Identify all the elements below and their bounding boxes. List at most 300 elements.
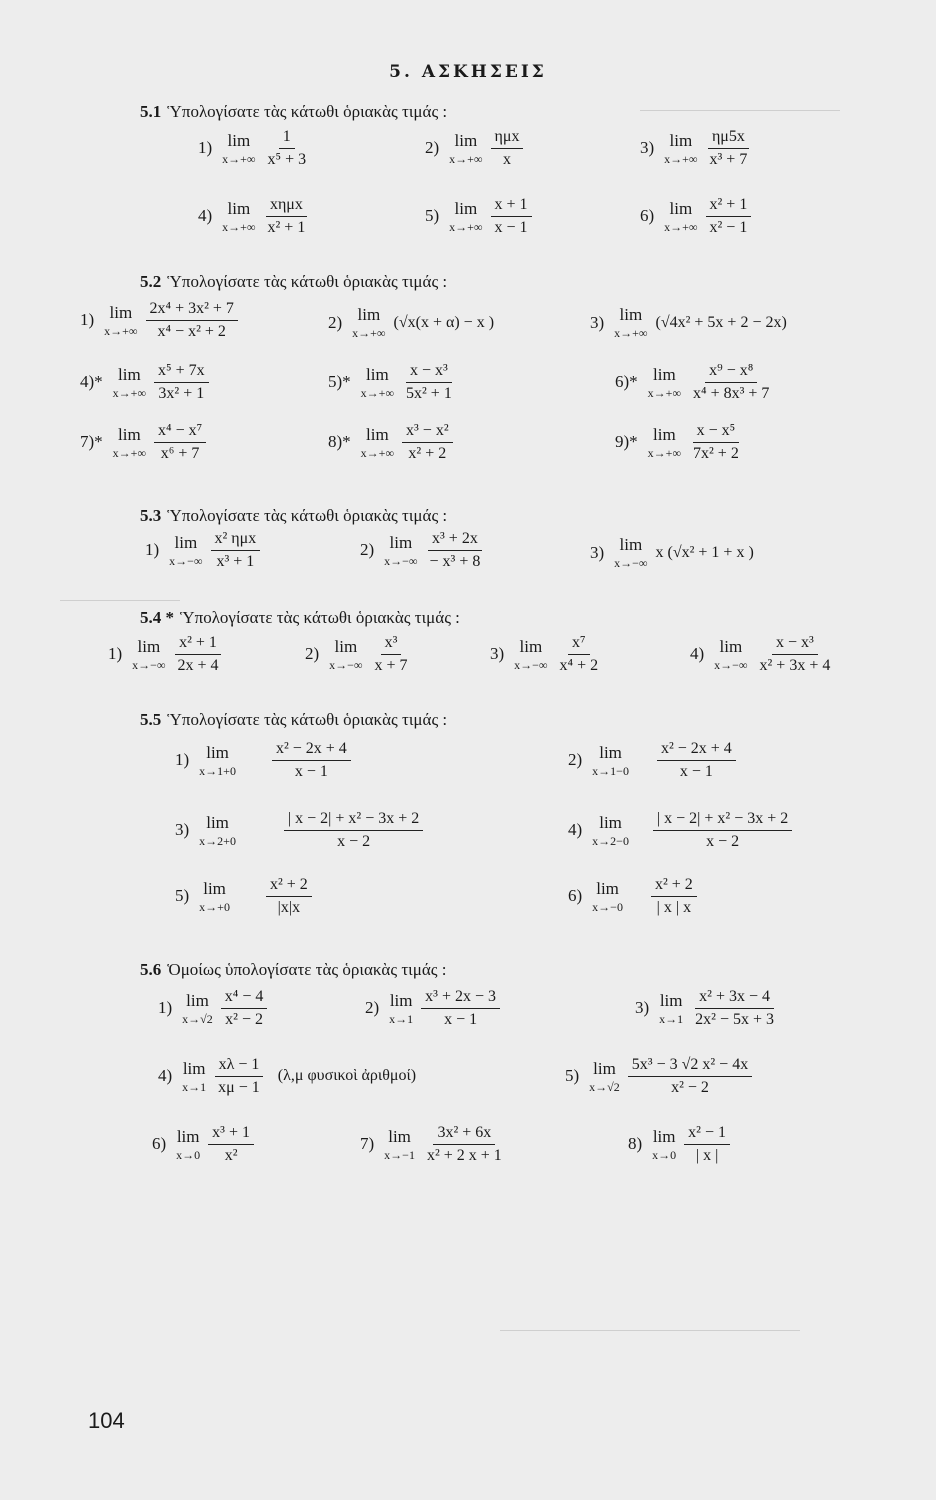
- denominator: 3x² + 1: [158, 384, 205, 402]
- exercise-number: 3): [640, 138, 655, 158]
- limit-operator: [182, 992, 213, 1025]
- limit-subscript: x→+∞: [222, 151, 256, 166]
- lim-word: lim: [669, 130, 693, 150]
- exercise-number: 7): [360, 1134, 375, 1154]
- limit-subscript: x→+∞: [112, 385, 146, 400]
- exercise-number: 2): [328, 312, 343, 332]
- exercise-number: 5): [425, 206, 440, 226]
- limit-operator: [614, 306, 647, 339]
- exercise-number: 2): [360, 540, 375, 560]
- limit-operator: [199, 814, 236, 847]
- limit-subscript: x→1: [659, 1011, 684, 1026]
- lim-word: lim: [599, 742, 622, 762]
- exercise-number: 3): [635, 998, 650, 1018]
- limit-operator: [329, 638, 362, 671]
- fraction: [689, 362, 773, 402]
- numerator: x³ + 2x − 3: [421, 988, 500, 1009]
- exercise-number: 3): [175, 820, 190, 840]
- bleed-line: [60, 600, 180, 601]
- limit-subscript: x→2+0: [199, 833, 236, 848]
- limit-subscript: x→0: [652, 1147, 677, 1162]
- numerator: xλ − 1: [215, 1056, 264, 1077]
- exercise-number: 4): [690, 644, 705, 664]
- limit-subscript: x→1: [389, 1011, 414, 1026]
- limit-operator: [389, 992, 413, 1025]
- section-instruction: Ὑπολογίσατε τὰς κάτωθι ὁριακὰς τιμάς :: [167, 102, 448, 121]
- exercise-number: 5): [175, 886, 190, 906]
- exercise: [640, 196, 751, 236]
- numerator: x⁵ + 7x: [154, 362, 209, 383]
- numerator: x² + 1: [175, 634, 221, 655]
- limit-subscript: x→−∞: [614, 556, 648, 570]
- exercise: [328, 362, 456, 402]
- limit-operator: [449, 132, 482, 165]
- numerator: | x − 2| + x² − 3x + 2: [284, 810, 423, 831]
- lim-word: lim: [334, 636, 358, 656]
- exercise: [365, 988, 500, 1028]
- lim-word: lim: [227, 130, 251, 150]
- numerator: x − x³: [406, 362, 452, 383]
- exercise: [145, 530, 260, 570]
- exercise: [80, 300, 238, 340]
- expression: x (√x² + 1 + x ): [655, 543, 754, 561]
- denominator: x: [502, 150, 511, 168]
- numerator: 5x³ − 3 √2 x² − 4x: [628, 1056, 752, 1077]
- limit-subscript: x→+∞: [360, 445, 394, 460]
- section-number: 5.6: [140, 960, 162, 979]
- limit-subscript: x→+∞: [664, 151, 698, 166]
- exercise: [590, 306, 787, 339]
- exercise: [175, 810, 423, 850]
- fraction: [214, 1056, 264, 1096]
- exercise-number: 4): [198, 206, 213, 226]
- limit-operator: [104, 304, 137, 337]
- limit-subscript: x→−∞: [384, 553, 418, 568]
- exercise: [198, 128, 310, 168]
- expression: (√x(x + α) − x ): [393, 313, 495, 331]
- numerator: x³: [381, 634, 402, 655]
- limit-operator: [648, 426, 681, 459]
- denominator: | x |: [695, 1146, 719, 1164]
- lim-word: lim: [366, 364, 389, 384]
- limit-operator: [664, 132, 697, 165]
- fraction: [208, 1124, 254, 1164]
- lim-word: lim: [389, 532, 413, 552]
- numerator: x⁴ − 4: [221, 988, 268, 1009]
- exercise-number: 6)*: [615, 372, 638, 392]
- limit-operator: [222, 132, 255, 165]
- exercise: [108, 634, 223, 674]
- limit-subscript: x→−∞: [169, 553, 203, 568]
- lim-word: lim: [366, 424, 389, 444]
- limit-subscript: x→1: [182, 1079, 207, 1094]
- denominator: x − 1: [494, 218, 528, 236]
- denominator: x² + 2: [408, 444, 447, 462]
- exercise: [635, 988, 778, 1028]
- limit-operator: [648, 366, 681, 399]
- lim-word: lim: [719, 636, 743, 656]
- numerator: ημx: [491, 128, 524, 149]
- lim-word: lim: [118, 364, 141, 384]
- section-number: 5.3: [140, 506, 162, 525]
- section-instruction: Ὑπολογίσατε τὰς κάτωθι ὁριακὰς τιμάς :: [167, 272, 448, 291]
- lim-word: lim: [454, 198, 478, 218]
- limit-operator: [589, 1060, 620, 1093]
- exercise: [175, 740, 351, 780]
- limit-subscript: x→−∞: [514, 657, 548, 672]
- section-instruction: Ὑπολογίσατε τὰς κάτωθι ὁριακὰς τιμάς :: [167, 710, 448, 729]
- limit-operator: [592, 744, 629, 777]
- numerator: x⁹ − x⁸: [705, 362, 757, 383]
- limit-subscript: x→+∞: [112, 445, 146, 460]
- exercise-number: 5)*: [328, 372, 351, 392]
- denominator: x² − 2: [225, 1010, 263, 1028]
- limit-operator: [592, 814, 629, 847]
- fraction: [284, 810, 423, 850]
- lim-word: lim: [653, 424, 676, 444]
- exercise-number: 6): [640, 206, 655, 226]
- exercise: [490, 634, 602, 674]
- denominator: x − 1: [679, 762, 713, 780]
- limit-operator: [361, 426, 394, 459]
- exercise-number: 2): [425, 138, 440, 158]
- exercise: [615, 422, 743, 462]
- section-heading: [140, 960, 446, 980]
- denominator: xμ − 1: [218, 1078, 260, 1096]
- limit-subscript: x→−∞: [714, 657, 748, 672]
- exercise: [590, 536, 754, 569]
- lim-word: lim: [593, 1058, 616, 1078]
- lim-word: lim: [182, 1058, 206, 1078]
- section-number: 5.2: [140, 272, 162, 291]
- denominator: x²: [224, 1146, 238, 1164]
- denominator: x − 2: [337, 832, 371, 850]
- lim-word: lim: [227, 198, 251, 218]
- exercise-number: 7)*: [80, 432, 103, 452]
- fraction: [691, 988, 778, 1028]
- lim-word: lim: [186, 990, 209, 1010]
- bleed-line: [640, 110, 840, 111]
- exercise-number: 8): [628, 1134, 643, 1154]
- exercise: [175, 876, 312, 916]
- lim-word: lim: [203, 878, 226, 898]
- exercise: [568, 876, 697, 916]
- lim-word: lim: [599, 812, 622, 832]
- limit-subscript: x→+∞: [360, 385, 394, 400]
- denominator: 5x² + 1: [406, 384, 452, 402]
- exercise: [360, 1124, 506, 1164]
- lim-word: lim: [653, 364, 676, 384]
- lim-word: lim: [388, 1126, 411, 1146]
- exercise: [425, 128, 523, 168]
- exercise: [640, 128, 751, 168]
- bleed-line: [500, 1330, 800, 1331]
- exercise: [615, 362, 773, 402]
- limit-subscript: x→+∞: [222, 219, 256, 234]
- fraction: [266, 876, 312, 916]
- denominator: x⁴ + 2: [559, 656, 599, 674]
- denominator: x + 7: [374, 656, 408, 674]
- lim-word: lim: [454, 130, 478, 150]
- limit-subscript: x→√2: [589, 1079, 620, 1094]
- exercise-number: 6): [568, 886, 583, 906]
- denominator: x² − 1: [709, 218, 748, 236]
- limit-operator: [384, 534, 417, 567]
- expression: (√4x² + 5x + 2 − 2x): [655, 313, 787, 331]
- exercise-number: 1): [175, 750, 190, 770]
- section-heading: [140, 102, 447, 122]
- limit-subscript: x→2−0: [592, 833, 629, 848]
- exercise: [80, 422, 206, 462]
- lim-word: lim: [174, 532, 198, 552]
- exercise: [158, 988, 267, 1028]
- exercise: [568, 810, 792, 850]
- section-instruction: Ὑπολογίσατε τὰς κάτωθι ὁριακὰς τιμάς :: [167, 506, 448, 525]
- section-heading: [140, 506, 447, 526]
- limit-operator: [449, 200, 482, 233]
- limit-operator: [132, 638, 165, 671]
- exercise: [328, 306, 494, 339]
- exercise-number: 1): [145, 540, 160, 560]
- lim-word: lim: [389, 990, 413, 1010]
- limit-operator: [352, 306, 385, 339]
- exercise: [568, 740, 736, 780]
- exercise-number: 1): [158, 998, 173, 1018]
- numerator: 3x² + 6x: [433, 1124, 495, 1145]
- fraction: [421, 988, 500, 1028]
- fraction: [657, 740, 736, 780]
- numerator: x − x⁵: [693, 422, 740, 443]
- section-instruction: Ὑπολογίσατε τὰς κάτωθι ὁριακὰς τιμάς :: [180, 608, 460, 627]
- limit-operator: [614, 536, 647, 569]
- fraction: [651, 876, 697, 916]
- limit-subscript: x→1+0: [199, 763, 236, 778]
- denominator: x² + 2 x + 1: [426, 1146, 502, 1164]
- limit-operator: [199, 880, 230, 913]
- exercise: [360, 530, 484, 570]
- exercise-number: 1): [108, 644, 123, 664]
- limit-subscript: x→+∞: [664, 219, 698, 234]
- exercise: [628, 1124, 730, 1164]
- numerator: x − x³: [772, 634, 818, 655]
- lim-word: lim: [137, 636, 161, 656]
- fraction: [264, 128, 311, 168]
- exercise-number: 2): [305, 644, 320, 664]
- limit-operator: [169, 534, 202, 567]
- numerator: x² − 1: [684, 1124, 730, 1145]
- section-number: 5.5: [140, 710, 162, 729]
- denominator: x² + 3x + 4: [759, 656, 831, 674]
- fraction: [423, 1124, 506, 1164]
- exercise: [305, 634, 412, 674]
- fraction: [628, 1056, 752, 1096]
- limit-subscript: x→−0: [592, 899, 623, 914]
- exercise-number: 2): [568, 750, 583, 770]
- denominator: x − 1: [444, 1010, 478, 1028]
- denominator: x² + 1: [267, 218, 306, 236]
- denominator: |x|x: [277, 898, 301, 916]
- exercise-number: 4)*: [80, 372, 103, 392]
- exercise-number: 2): [365, 998, 380, 1018]
- limit-operator: [113, 426, 146, 459]
- fraction: [154, 362, 209, 402]
- section-instruction: Ὁμοίως ὑπολογίσατε τὰς ὁριακὰς τιμάς :: [167, 960, 447, 979]
- denominator: x⁴ + 8x³ + 7: [693, 384, 770, 402]
- limit-subscript: x→+∞: [647, 445, 681, 460]
- numerator: x² − 2x + 4: [272, 740, 351, 761]
- denominator: x⁵ + 3: [267, 150, 307, 168]
- numerator: x³ + 2x: [428, 530, 482, 551]
- numerator: x² − 2x + 4: [657, 740, 736, 761]
- fraction: [264, 196, 310, 236]
- limit-operator: [384, 1128, 415, 1161]
- limit-subscript: x→+∞: [104, 323, 138, 338]
- fraction: [756, 634, 835, 674]
- lim-word: lim: [596, 878, 619, 898]
- numerator: x² ημx: [211, 530, 261, 551]
- fraction: [221, 988, 268, 1028]
- numerator: ημ5x: [708, 128, 749, 149]
- denominator: | x | x: [656, 898, 692, 916]
- exercise: [80, 362, 209, 402]
- section-number: 5.1: [140, 102, 162, 121]
- exercise-number: 1): [80, 310, 95, 330]
- limit-operator: [182, 1060, 206, 1093]
- limit-subscript: x→1−0: [592, 763, 629, 778]
- exercise-number: 1): [198, 138, 213, 158]
- exercise: [198, 196, 309, 236]
- lim-word: lim: [176, 1126, 200, 1146]
- numerator: x³ + 1: [208, 1124, 254, 1145]
- denominator: x⁶ + 7: [160, 444, 200, 462]
- page-title: 5. ΑΣΚΗΣΕΙΣ: [389, 62, 547, 82]
- exercise-number: 9)*: [615, 432, 638, 452]
- fraction: [706, 196, 752, 236]
- fraction: [653, 810, 792, 850]
- fraction: [154, 422, 206, 462]
- lim-word: lim: [109, 302, 133, 322]
- exercise-number: 6): [152, 1134, 167, 1154]
- fraction: [402, 422, 453, 462]
- limit-operator: [176, 1128, 200, 1161]
- section-heading: [140, 608, 460, 628]
- limit-operator: [592, 880, 623, 913]
- numerator: 2x⁴ + 3x² + 7: [146, 300, 238, 321]
- lim-word: lim: [357, 305, 381, 324]
- exercise: [565, 1056, 752, 1096]
- limit-subscript: x→+∞: [614, 326, 648, 340]
- limit-operator: [361, 366, 394, 399]
- numerator: | x − 2| + x² − 3x + 2: [653, 810, 792, 831]
- numerator: x² + 2: [651, 876, 697, 897]
- fraction: [211, 530, 261, 570]
- lim-word: lim: [118, 424, 141, 444]
- limit-subscript: x→+0: [199, 899, 230, 914]
- fraction: [174, 634, 223, 674]
- fraction: [556, 634, 603, 674]
- numerator: x⁴ − x⁷: [154, 422, 206, 443]
- lim-word: lim: [206, 742, 229, 762]
- exercise: [328, 422, 453, 462]
- limit-operator: [664, 200, 697, 233]
- section-heading: [140, 272, 447, 292]
- exercise: [690, 634, 834, 674]
- fraction: [689, 422, 743, 462]
- fraction: [426, 530, 485, 570]
- limit-operator: [222, 200, 255, 233]
- fraction: [371, 634, 412, 674]
- fraction: [684, 1124, 730, 1164]
- denominator: x⁴ − x² + 2: [157, 322, 226, 340]
- section-number: 5.4 *: [140, 608, 174, 627]
- limit-operator: [199, 744, 236, 777]
- limit-subscript: x→−∞: [132, 657, 166, 672]
- numerator: x² + 3x − 4: [695, 988, 774, 1009]
- fraction: [272, 740, 351, 780]
- limit-operator: [714, 638, 747, 671]
- limit-subscript: x→√2: [182, 1011, 213, 1026]
- exercise-number: 3): [490, 644, 505, 664]
- denominator: x² − 2: [671, 1078, 709, 1096]
- denominator: x − 2: [706, 832, 740, 850]
- denominator: 2x + 4: [177, 656, 219, 674]
- limit-subscript: x→+∞: [449, 151, 483, 166]
- numerator: x³ − x²: [402, 422, 453, 443]
- page-number: 104: [88, 1408, 125, 1433]
- denominator: x³ + 1: [216, 552, 255, 570]
- numerator: x² + 1: [706, 196, 752, 217]
- lim-word: lim: [619, 535, 643, 554]
- lim-word: lim: [619, 305, 643, 324]
- denominator: 7x² + 2: [693, 444, 739, 462]
- numerator: 1: [279, 128, 295, 149]
- limit-operator: [652, 1128, 676, 1161]
- fraction: [706, 128, 752, 168]
- exercise-number: 4): [158, 1066, 173, 1086]
- exercise: [158, 1056, 416, 1096]
- exercise-note: (λ,μ φυσικοὶ ἀριθμοί): [277, 1067, 417, 1085]
- section-heading: [140, 710, 447, 730]
- exercise: [425, 196, 532, 236]
- numerator: xημx: [266, 196, 307, 217]
- numerator: x + 1: [491, 196, 532, 217]
- denominator: 2x² − 5x + 3: [695, 1010, 775, 1028]
- lim-word: lim: [652, 1126, 676, 1146]
- limit-operator: [514, 638, 547, 671]
- limit-subscript: x→+∞: [647, 385, 681, 400]
- limit-operator: [659, 992, 683, 1025]
- limit-subscript: x→−1: [384, 1147, 415, 1162]
- limit-operator: [113, 366, 146, 399]
- lim-word: lim: [669, 198, 693, 218]
- fraction: [491, 196, 532, 236]
- exercise-number: 4): [568, 820, 583, 840]
- limit-subscript: x→+∞: [352, 326, 386, 340]
- limit-subscript: x→0: [176, 1147, 201, 1162]
- exercise-number: 3): [590, 312, 605, 332]
- fraction: [402, 362, 456, 402]
- exercise: [152, 1124, 254, 1164]
- denominator: x³ + 7: [709, 150, 748, 168]
- exercise-number: 8)*: [328, 432, 351, 452]
- lim-word: lim: [659, 990, 683, 1010]
- denominator: x − 1: [294, 762, 328, 780]
- numerator: x² + 2: [266, 876, 312, 897]
- limit-subscript: x→+∞: [449, 219, 483, 234]
- denominator: − x³ + 8: [429, 552, 481, 570]
- fraction: [146, 300, 238, 340]
- fraction: [491, 128, 524, 168]
